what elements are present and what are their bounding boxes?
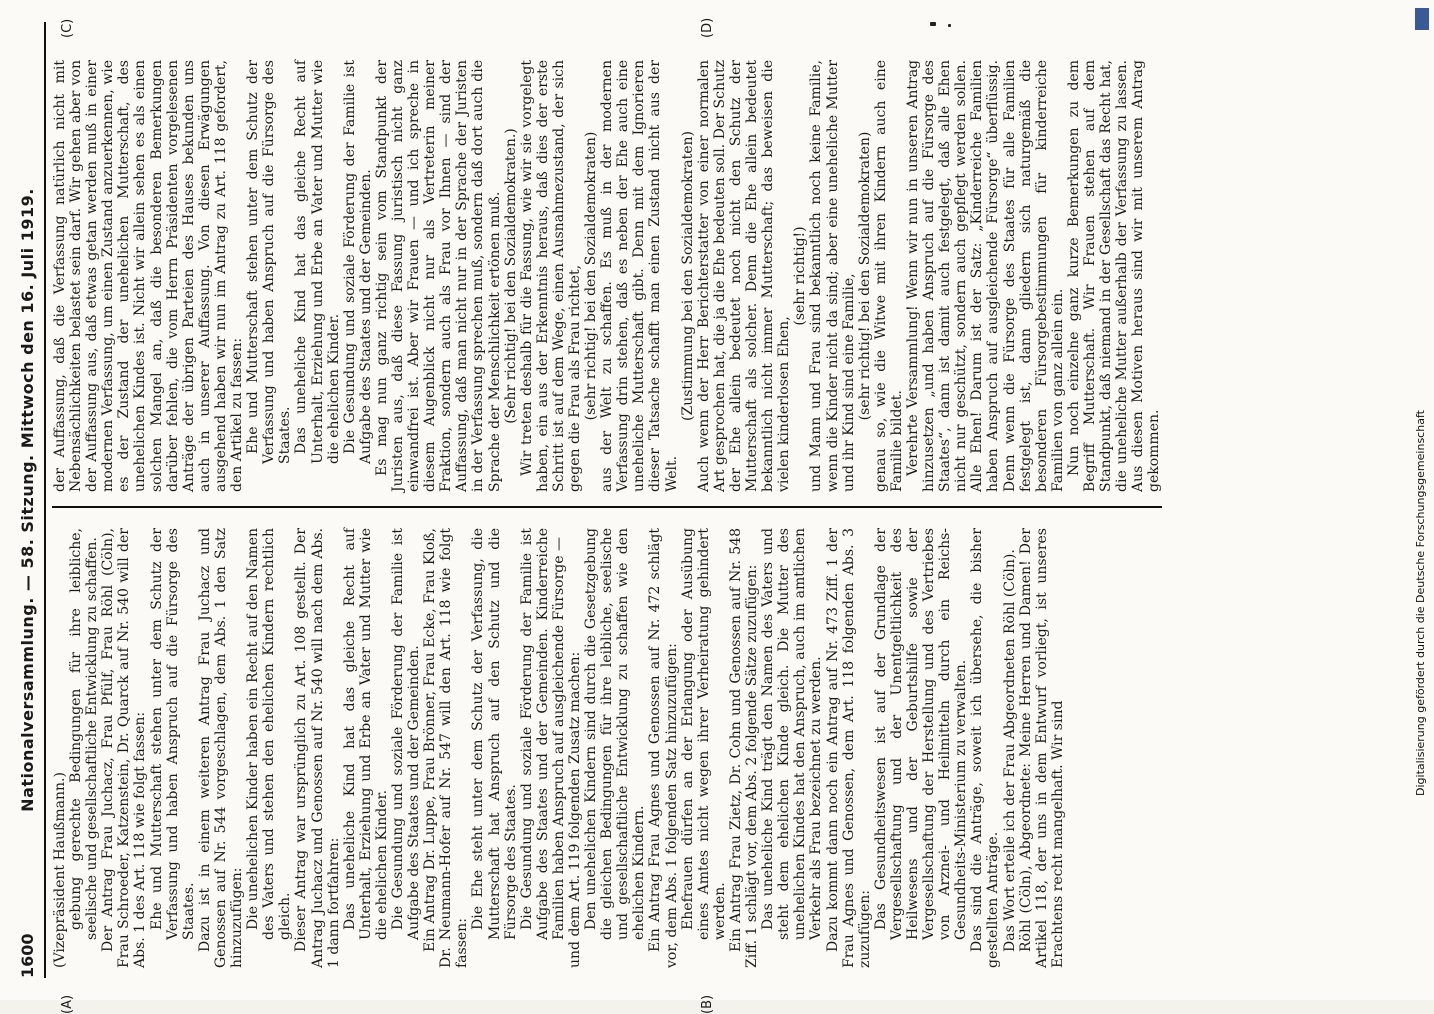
margin-mark-c: (C): [60, 18, 75, 38]
page-number: 1600: [18, 933, 37, 978]
paragraph: gebung gerechte Bedingungen für ihre leibliche, seelische und gesellschaftliche Entwicklung zu schaffen.: [68, 528, 101, 940]
paragraph: Dieser Antrag war ursprünglich zu Art. 108 gestellt. Der Antrag Juchacz und Genossen auf Nr. 540 will nach dem Abs. 1 dann fortfahren:: [293, 528, 342, 968]
paragraph: Ein Antrag Frau Agnes und Genossen auf Nr. 472 schlägt vor, dem Abs. 1 folgenden Satz hinzuzufügen:: [647, 528, 680, 968]
paragraph: (sehr richtig!): [792, 226, 809, 326]
paragraph: Ehefrauen dürfen an der Erlangung oder Ausübung eines Amtes nicht wegen ihrer Verheiratung gehindert werden.: [679, 528, 728, 940]
paragraph: Die Gesundung und soziale Förderung der Familie ist Aufgabe des Staates und der Gemeinden. Kinderreiche Familien haben Anspruch auf ausgleichende Fürsorge —: [518, 528, 567, 940]
paragraph: Ehe und Mutterschaft stehen unter dem Schutz der Verfassung und haben Anspruch auf die Fürsorge des Staates.: [245, 60, 294, 464]
paragraph: Auch wenn der Herr Berichterstatter von einer normalen Art gesprochen hat, die ja die Ehe bedeuten soll. Der Schutz der Ehe allein bedeutet noch nicht den Schutz der Mutterschaft als solcher. Denn die Ehe allein bedeutet bekanntlich nicht immer Mutterschaft; das beweisen die vielen kinderlosen Ehen,: [695, 60, 793, 492]
paragraph: Ehe und Mutterschaft stehen unter dem Schutz der Verfassung und haben Anspruch auf die Fürsorge des Staates.: [148, 528, 197, 940]
paragraph: genau so, wie die Witwe mit ihren Kindern auch eine Familie bildet.: [872, 60, 905, 492]
dfg-logo: [1415, 8, 1429, 30]
running-header: [14, 22, 46, 978]
margin-mark-a: (A): [60, 994, 75, 1014]
paragraph: und Mann und Frau sind bekanntlich noch keine Familie, wenn die Kinder nicht da sind; aber eine uneheliche Mutter und ihr Kind sind eine Familie,: [808, 60, 857, 492]
margin-mark-d: (D): [700, 17, 715, 38]
paragraph: und dem Art. 119 folgenden Zusatz machen:: [567, 651, 583, 968]
paragraph: Die Gesundung und soziale Förderung der Familie ist Aufgabe des Staates und der Gemeinden.: [389, 528, 423, 940]
paragraph: Das sind die Anträge, soweit ich übersehe, die bisher gestellten Anträge.: [969, 528, 1002, 968]
left-column: [52, 528, 1066, 968]
paragraph: Das Gesundheitswesen ist auf der Grundlage der Vergesellschaftung und der Unentgeltlichkeit des Heilwesens und der Geburtshilfe sowie der Vergesellschaftung der Herstellung und des Vertriebes von Arznei- und Heilmitteln durch ein Reichs-Gesundheits-Ministerium zu verwalten.: [872, 528, 970, 940]
digitization-notice: Digitalisierung gefördert durch die Deutsche Forschungsgemeinschaft: [1414, 410, 1427, 796]
paragraph: (sehr richtig! bei den Sozialdemokraten): [583, 131, 600, 421]
paragraph: (Vizepräsident Haußmann.): [52, 772, 68, 968]
paragraph: Wir treten deshalb für die Fassung, wie wir sie vorgelegt haben, ein aus der Erkenntnis heraus, daß dies der erste Schritt ist auf dem Wege, einen Ausnahmezustand, der sich gegen die Frau als Frau richtet,: [518, 60, 583, 492]
paragraph: (sehr richtig! bei den Sozialdemokraten): [856, 131, 873, 421]
paragraph: der Auffassung, daß die Verfassung natürlich nicht mit Nebensächlichkeiten belastet sein darf. Wir gehen aber von der Auffassung aus, daß etwas getan werden muß in einer modernen Verfassung, um einen Zustand anzuerkennen, wie es der Zustand der unehelichen Mutterschaft, des unehelichen Kindes ist. Nicht wir allein sehen es als einen solchen Mangel an, daß die besonderen Bemerkungen darüber fehlen, die vom Herrn Präsidenten vorgelesenen Anträge der übrigen Parteien des Hauses bekunden uns auch in unserer Auffassung. Von diesen Erwägungen ausgehend haben wir nun im Antrag zu Art. 118 gefordert, den Artikel zu fassen:: [52, 60, 246, 492]
paragraph: Das uneheliche Kind hat das gleiche Recht auf Unterhalt, Erziehung und Erbe an Vater und Mutter wie die ehelichen Kinder.: [293, 60, 342, 464]
page-title: Nationalversammlung. — 58. Sitzung. Mittwoch den 16. Juli 1919.: [18, 188, 37, 812]
paragraph: Die Gesundung und soziale Förderung der Familie ist Aufgabe des Staates und der Gemeinden.: [341, 60, 374, 464]
paragraph: Nun noch einzelne ganz kurze Bemerkungen zu dem Begriff Mutterschaft. Wir Frauen stehen auf dem Standpunkt, daß niemand in der Gesellschaft das Recht hat, die uneheliche Mutter außerhalb der Verfassung zu lassen. Aus diesen Motiven heraus sind wir mit unserem Antrag gekommen.: [1065, 60, 1163, 492]
paragraph: Das uneheliche Kind hat das gleiche Recht auf Unterhalt, Erziehung und Erbe an Vater und Mutter wie die ehelichen Kinder.: [341, 528, 390, 940]
margin-mark-b: (B): [700, 994, 715, 1014]
paragraph: Dazu ist in einem weiteren Antrag Frau Juchacz und Genossen auf Nr. 544 vorgeschlagen, dem Abs. 1 den Satz hinzuzufügen:: [196, 528, 246, 968]
paragraph: Verehrte Versammlung! Wenn wir nun in unseren Antrag hinzusetzen „und haben Anspruch auf die Fürsorge des Staates“, dann ist damit auch festgelegt, daß alle Ehen nicht nur geschützt, sondern auch gepflegt werden sollen. Alle Ehen! Darum ist der Satz: „Kinderreiche Familien haben Anspruch auf ausgleichende Fürsorge“ überflüssig. Denn wenn die Fürsorge des Staates für alle Familien festgelegt ist, dann gliedern sich naturgemäß die besonderen Fürsorgebestimmungen für kinderreiche Familien von ganz allein ein.: [904, 60, 1066, 492]
paragraph: (Sehr richtig! bei den Sozialdemokraten.): [502, 128, 519, 424]
paragraph: Die unehelichen Kinder haben ein Recht auf den Namen des Vaters und stehen den ehelichen Kindern rechtlich gleich.: [245, 528, 294, 940]
scan-speck: [948, 24, 951, 27]
paragraph: (Zustimmung bei den Sozialdemokraten): [679, 131, 696, 421]
paragraph: Dazu kommt dann noch ein Antrag auf Nr. 473 Ziff. 1 der Frau Agnes und Genossen, dem Art. 118 folgenden Abs. 3 zuzufügen:: [824, 528, 873, 968]
paragraph: Es mag nun ganz richtig sein vom Standpunkt der Juristen aus, daß diese Fassung juristisch nicht ganz einwandfrei ist. Aber wir Frauen — und ich spreche in diesem Augenblick nicht nur als Vertreterin meiner Fraktion, sondern auch als Frau vor Ihnen — sind der Auffassung, daß man nicht nur in der Sprache der Juristen in der Verfassung sprechen muß, sondern daß dort auch die Sprache der Menschlichkeit ertönen muß.: [373, 60, 503, 492]
paragraph: Der Antrag Frau Juchacz, Frau Pfülf, Frau Röhl (Cöln), Frau Schroeder, Katzenstein, Dr. Quarck auf Nr. 540 will der Abs. 1 des Art. 118 wie folgt fassen:: [100, 528, 149, 968]
paragraph: Ein Antrag Frau Zietz, Dr. Cohn und Genossen auf Nr. 548 Ziff. 1 schlägt vor, dem Abs. 2 folgende Sätze zuzufügen:: [727, 528, 761, 968]
paragraph: Das Wort erteile ich der Frau Abgeordneten Röhl (Cöln).: [1001, 549, 1018, 952]
paragraph: Das uneheliche Kind trägt den Namen des Vaters und steht dem ehelichen Kinde gleich. Die Mutter des unehelichen Kindes hat den Anspruch, auch im amtlichen Verkehr als Frau bezeichnet zu werden.: [760, 528, 825, 940]
scan-speck: [930, 22, 936, 26]
paragraph: Den unehelichen Kindern sind durch die Gesetzgebung die gleichen Bedingungen für ihre leibliche, seelische und gesellschaftliche Entwicklung zu schaffen wie den ehelichen Kindern.: [583, 528, 648, 940]
paragraph: Ein Antrag Dr. Luppe, Frau Brönner, Frau Ecke, Frau Kloß, Dr. Neumann-Hofer auf Nr. 547 will den Art. 118 wie folgt fassen:: [422, 528, 471, 968]
paragraph: aus der Welt zu schaffen. Es muß in der modernen Verfassung drin stehen, daß es neben der Ehe auch eine uneheliche Mutterschaft gibt. Denn mit dem Ignorieren dieser Tatsache schafft man einen Zustand nicht aus der Welt.: [599, 60, 680, 492]
paragraph: Die Ehe steht unter dem Schutz der Verfassung, die Mutterschaft hat Anspruch auf den Schutz und die Fürsorge des Staates.: [470, 528, 519, 940]
paragraph: Röhl (Cöln), Abgeordnete: Meine Herren und Damen! Der Artikel 118, der uns in dem Entwurf vorliegt, ist unseres Erachtens recht mangelhaft. Wir sind: [1017, 528, 1066, 968]
right-column: [52, 60, 1162, 508]
